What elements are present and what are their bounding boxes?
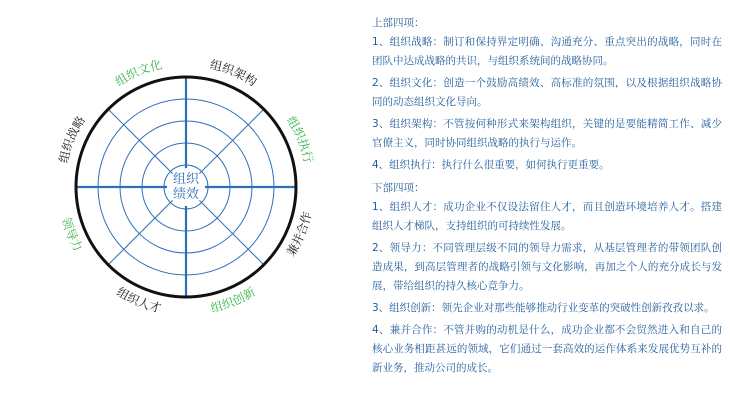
segment-label-1: 组织文化: [112, 57, 164, 89]
segment-label-7: 领导力: [59, 215, 86, 254]
upper-heading: 上部四项：: [372, 17, 425, 29]
upper-item-1: 1、组织战略：制订和保持界定明确、沟通充分、重点突出的战略，同时在团队中达成战略的共识，与组织系统间的战略协同。: [372, 36, 722, 67]
segment-label-4: 兼并合作: [283, 210, 315, 259]
description-panel: [372, 14, 722, 381]
segment-label-3: 组织执行: [284, 113, 316, 165]
segment-label-8: 组织战略: [56, 113, 88, 165]
wheel-diagram: [0, 0, 360, 400]
lower-heading: 下部四项：: [372, 182, 425, 194]
segment-label-5: 组织创新: [209, 284, 258, 316]
lower-item-1: 1、组织人才：成功企业不仅设法留住人才，而且创造环境培养人才。搭建组织人才梯队，支持组织的可持续性发展。: [372, 201, 722, 232]
upper-item-2: 2、组织文化：创造一个鼓励高绩效、高标准的氛围，以及根据组织战略协同的动态组织文化导向。: [372, 77, 722, 108]
lower-item-2: 2、领导力：不同管理层级不同的领导力需求，从基层管理者的带领团队创造成果，到高层管理者的战略引领与文化影响，再加之个人的充分成长与发展，带给组织的持久核心竞争力。: [372, 242, 722, 292]
center-label-line-1: 组织: [172, 172, 200, 187]
center-label-line-2: 绩效: [172, 187, 200, 202]
upper-item-4: 4、组织执行：执行什么很重要，如何执行更重要。: [372, 159, 610, 171]
upper-item-3: 3、组织架构：不管按何种形式来架构组织，关键的是要能精简工作、减少官僚主义，同时协同组织战略的执行与运作。: [372, 118, 722, 149]
segment-label-2: 组织架构: [208, 57, 260, 89]
lower-item-4: 4、兼并合作：不管并购的动机是什么，成功企业都不会贸然进入和自己的核心业务相距甚远的领域，它们通过一套高效的运作体系来发展优势互补的新业务，推动公司的成长。: [372, 324, 722, 374]
segment-label-6: 组织人才: [114, 284, 163, 316]
performance-wheel: [0, 0, 360, 400]
lower-item-3: 3、组织创新：领先企业对那些能够推动行业变革的突破性创新孜孜以求。: [372, 302, 715, 314]
